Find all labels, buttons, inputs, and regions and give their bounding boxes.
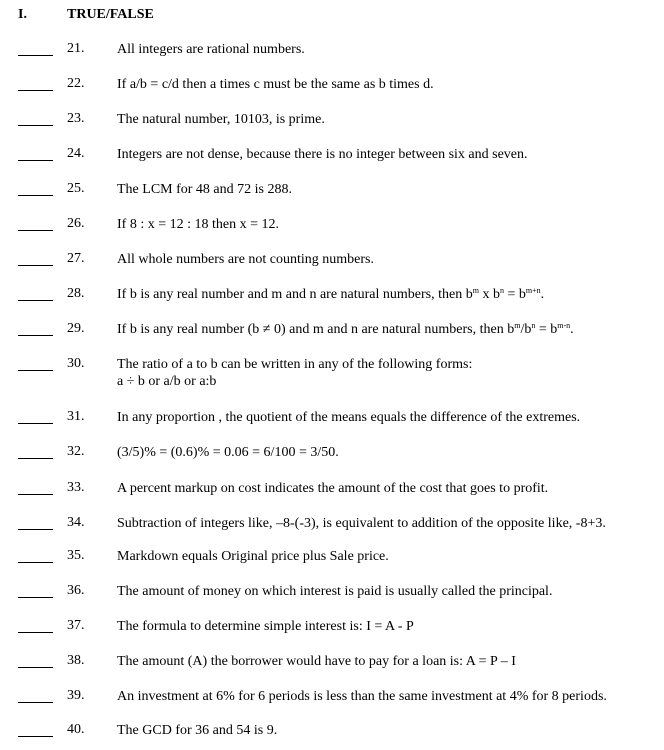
question-number: 38. xyxy=(67,653,85,668)
answer-blank[interactable] xyxy=(18,55,53,56)
question-text xyxy=(117,515,606,532)
answer-blank[interactable] xyxy=(18,265,53,266)
question-number: 25. xyxy=(67,181,85,196)
question-text-line: The amount (A) the borrower would have to pay for a loan is: A = P – I xyxy=(117,654,516,669)
answer-blank[interactable] xyxy=(18,370,53,371)
answer-blank[interactable] xyxy=(18,335,53,336)
question-text xyxy=(117,251,374,268)
answer-blank[interactable] xyxy=(18,529,53,530)
question-number: 40. xyxy=(67,722,85,737)
question-text-line: The amount of money on which interest is paid is usually called the principal. xyxy=(117,584,553,599)
question-text xyxy=(117,76,434,93)
question-text-part: . xyxy=(570,322,574,337)
question-text xyxy=(117,409,580,426)
question-text xyxy=(117,444,339,461)
question-text xyxy=(117,618,414,635)
answer-blank[interactable] xyxy=(18,125,53,126)
answer-blank[interactable] xyxy=(18,702,53,703)
question-text xyxy=(117,356,472,390)
question-text xyxy=(117,688,607,705)
exponent: n xyxy=(499,286,504,295)
answer-blank[interactable] xyxy=(18,562,53,563)
answer-blank[interactable] xyxy=(18,230,53,231)
exponent: m+n xyxy=(525,286,541,295)
question-number: 33. xyxy=(67,480,85,495)
section-title: TRUE/FALSE xyxy=(67,7,154,22)
question-text-part: If b is any real number (b ≠ 0) and m and n are natural numbers, then b xyxy=(117,322,515,337)
question-number: 31. xyxy=(67,409,85,424)
question-text-part: /b xyxy=(520,322,532,337)
question-text xyxy=(117,216,279,233)
exponent: m xyxy=(514,321,521,330)
answer-blank[interactable] xyxy=(18,597,53,598)
answer-blank[interactable] xyxy=(18,494,53,495)
question-text-line: All whole numbers are not counting numbers. xyxy=(117,252,375,267)
question-text xyxy=(117,548,389,565)
answer-blank[interactable] xyxy=(18,667,53,668)
question-text-line: A percent markup on cost indicates the amount of the cost that goes to profit. xyxy=(117,481,549,496)
question-text-line: In any proportion , the quotient of the means equals the difference of the extremes. xyxy=(117,410,581,425)
question-number: 29. xyxy=(67,321,85,336)
answer-blank[interactable] xyxy=(18,90,53,91)
question-text xyxy=(117,321,574,338)
exponent: m-n xyxy=(557,321,571,330)
question-text-line: All integers are rational numbers. xyxy=(117,42,305,57)
question-number: 21. xyxy=(67,41,85,56)
question-number: 30. xyxy=(67,356,85,371)
question-number: 27. xyxy=(67,251,85,266)
answer-blank[interactable] xyxy=(18,632,53,633)
exponent: m xyxy=(472,286,479,295)
question-number: 26. xyxy=(67,216,85,231)
question-number: 34. xyxy=(67,515,85,530)
question-text-part: x b xyxy=(478,287,500,302)
question-text-line: (3/5)% = (0.6)% = 0.06 = 6/100 = 3/50. xyxy=(117,445,339,460)
answer-blank[interactable] xyxy=(18,423,53,424)
question-text-line: The ratio of a to b can be written in any of the following forms: xyxy=(117,357,473,372)
question-text-line: The natural number, 10103, is prime. xyxy=(117,112,325,127)
question-number: 23. xyxy=(67,111,85,126)
question-number: 35. xyxy=(67,548,85,563)
question-number: 24. xyxy=(67,146,85,161)
answer-blank[interactable] xyxy=(18,736,53,737)
question-number: 22. xyxy=(67,76,85,91)
exponent: n xyxy=(531,321,536,330)
question-text-part: . xyxy=(540,287,545,302)
answer-blank[interactable] xyxy=(18,160,53,161)
question-text xyxy=(117,653,516,670)
question-number: 32. xyxy=(67,444,85,459)
question-text-line: If a/b = c/d then a times c must be the same as b times d. xyxy=(117,77,434,92)
question-text xyxy=(117,146,528,163)
question-text xyxy=(117,286,544,303)
question-text xyxy=(117,480,548,497)
question-text-line: The LCM for 48 and 72 is 288. xyxy=(117,182,292,197)
question-text-part: = b xyxy=(503,287,526,302)
answer-blank[interactable] xyxy=(18,195,53,196)
question-text xyxy=(117,583,552,600)
answer-blank[interactable] xyxy=(18,300,53,301)
question-text-line: The GCD for 36 and 54 is 9. xyxy=(117,723,278,738)
question-number: 39. xyxy=(67,688,85,703)
question-text xyxy=(117,722,277,739)
question-text xyxy=(117,41,305,58)
question-text xyxy=(117,111,325,128)
question-text-line: Markdown equals Original price plus Sale price. xyxy=(117,549,389,564)
question-text-line: Integers are not dense, because there is no integer between six and seven. xyxy=(117,147,528,162)
question-text-line: If 8 : x = 12 : 18 then x = 12. xyxy=(117,217,279,232)
question-text xyxy=(117,181,292,198)
question-number: 37. xyxy=(67,618,85,633)
question-number: 36. xyxy=(67,583,85,598)
question-text-line: The formula to determine simple interest is: I = A - P xyxy=(117,619,414,634)
question-text-line: Subtraction of integers like, –8-(-3), is equivalent to addition of the opposite like, -8+3. xyxy=(117,516,606,531)
question-text-line: An investment at 6% for 6 periods is less than the same investment at 4% for 8 periods. xyxy=(117,689,607,704)
question-text-part: = b xyxy=(535,322,558,337)
question-text-part: If b is any real number and m and n are natural numbers, then b xyxy=(117,287,473,302)
question-text-line: a ÷ b or a/b or a:b xyxy=(117,374,217,389)
question-number: 28. xyxy=(67,286,85,301)
answer-blank[interactable] xyxy=(18,458,53,459)
section-number: I. xyxy=(18,7,27,22)
